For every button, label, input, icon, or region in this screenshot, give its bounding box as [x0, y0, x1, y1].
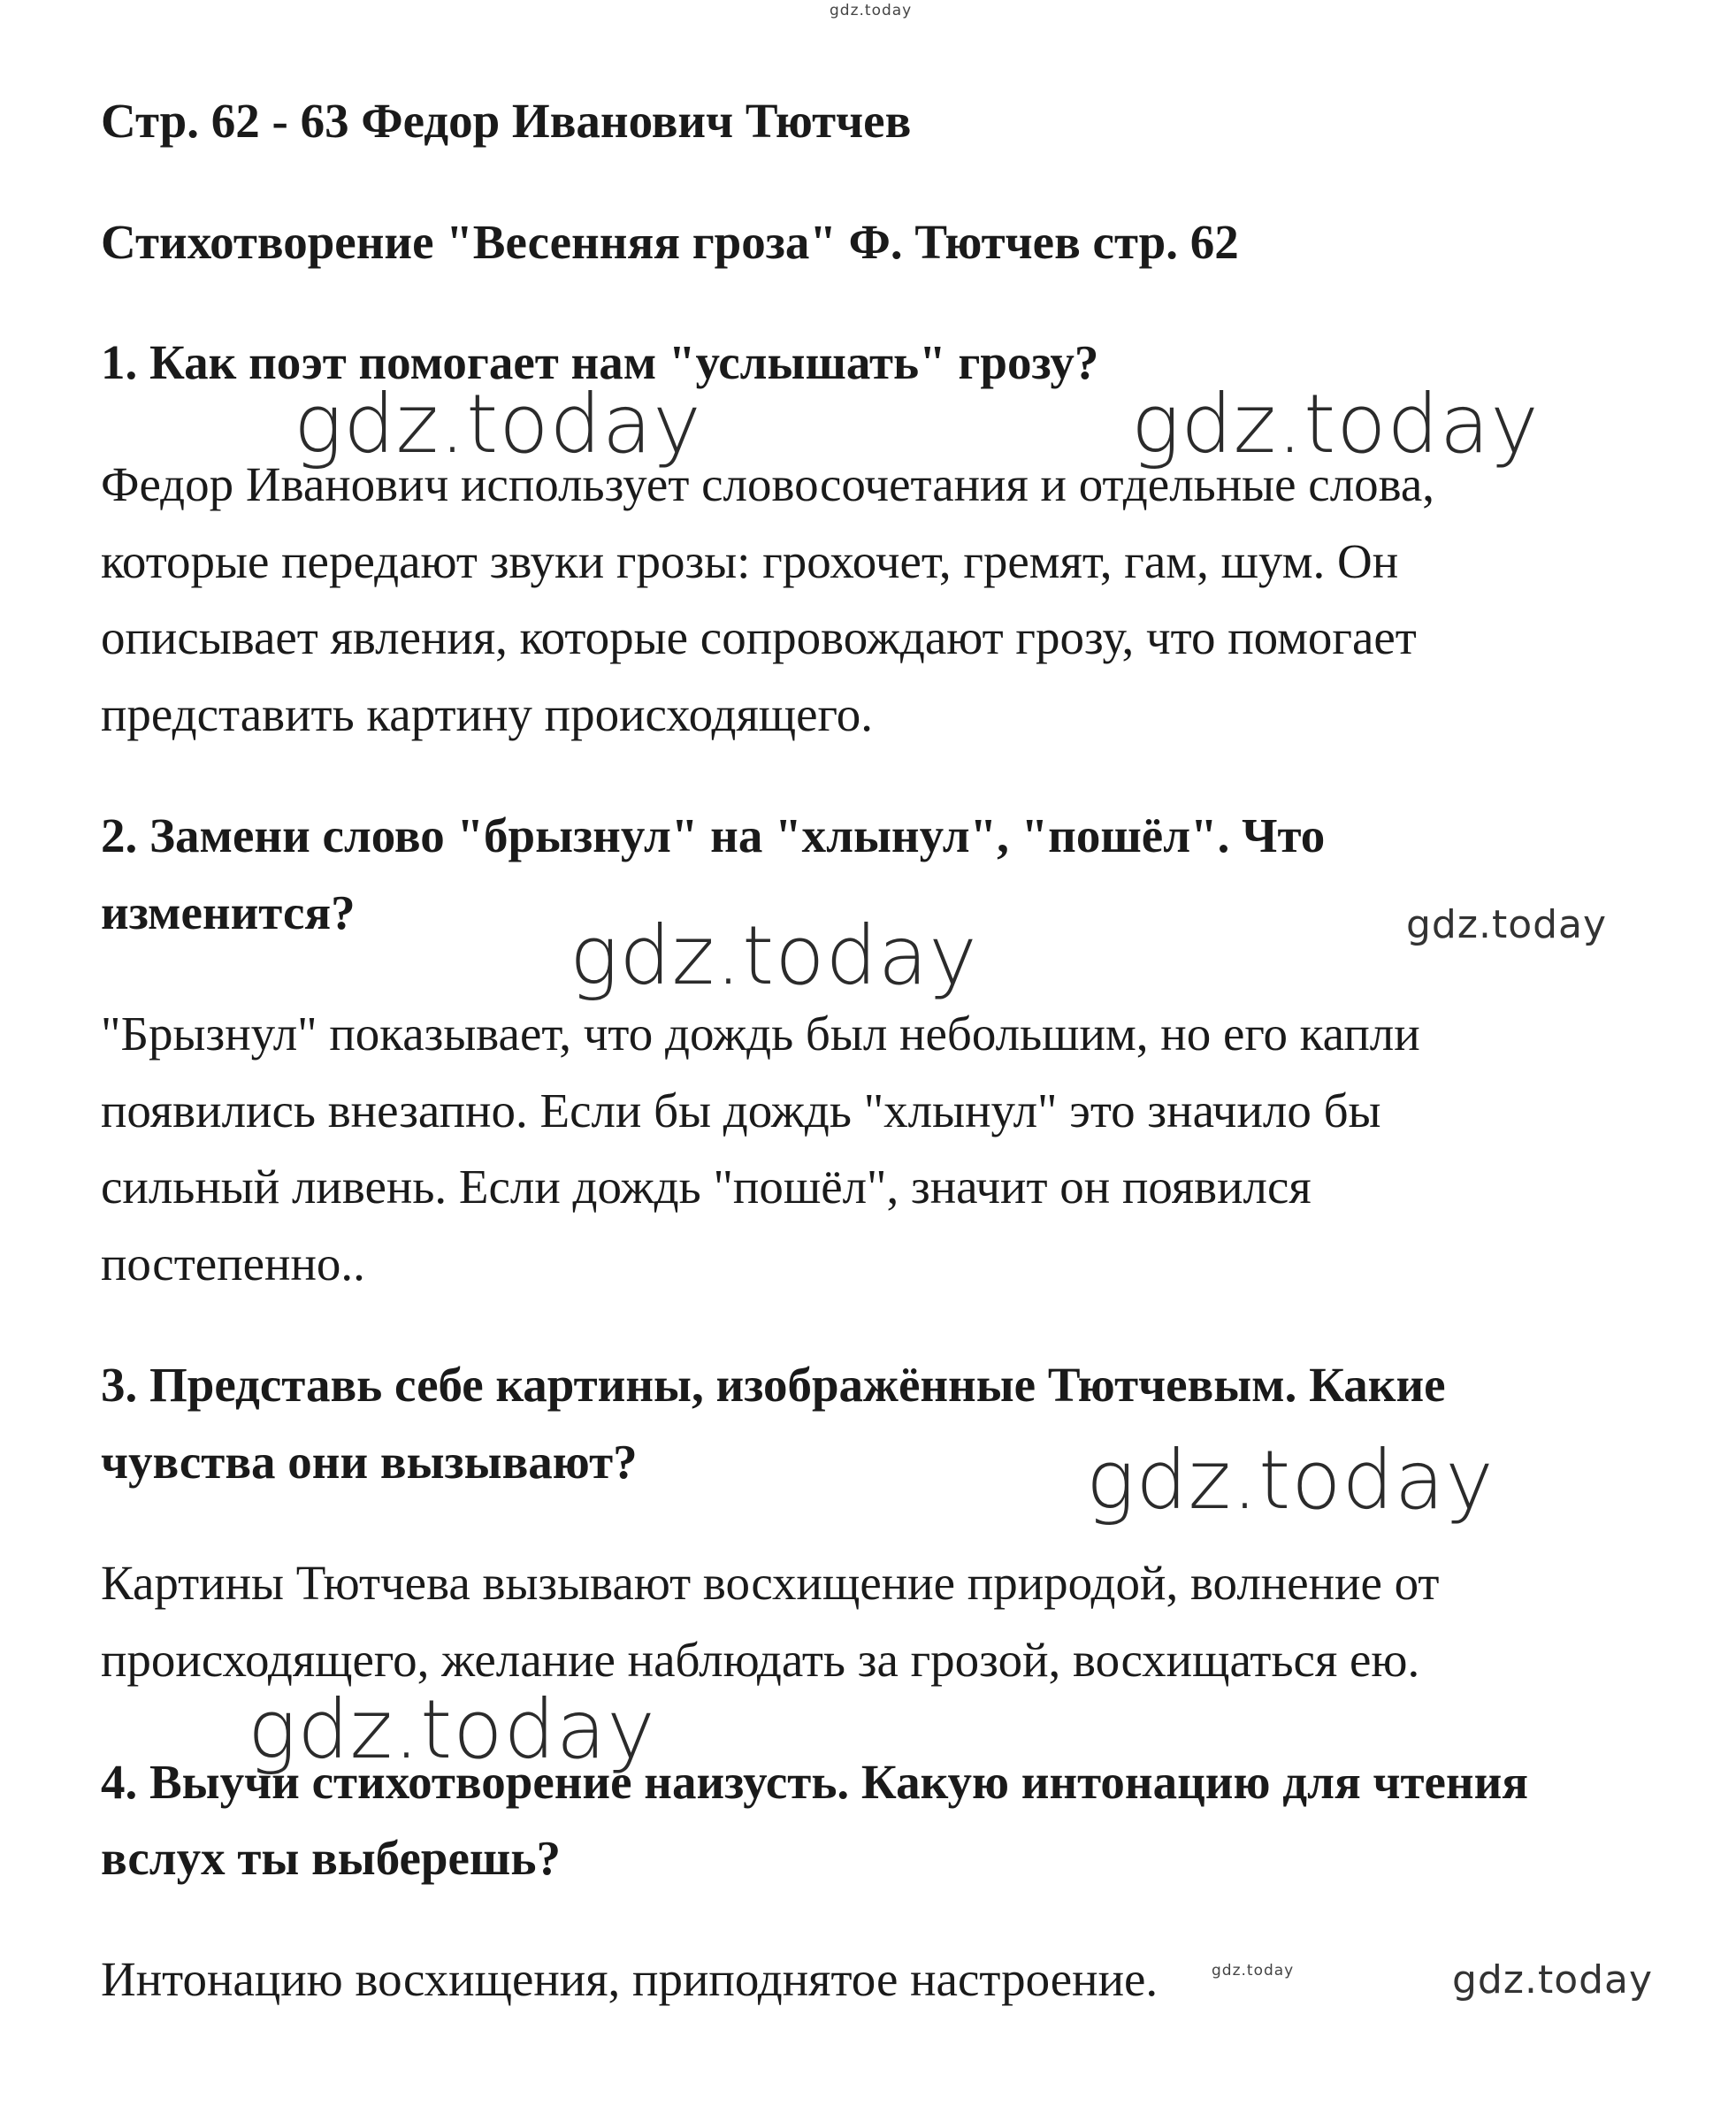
watermark-1: gdz.today [294, 377, 702, 471]
answer-3-line-1: Картины Тютчева вызывают восхищение природой, волнение от [101, 1556, 1440, 1610]
watermark-7: gdz.today [1212, 1962, 1295, 1980]
question-3-line-1: 3. Представь себе картины, изображённые Тютчевым. Какие [101, 1358, 1446, 1412]
watermark-2: gdz.today [1131, 377, 1540, 471]
page-title: Стр. 62 - 63 Федор Иванович Тютчев [101, 94, 912, 148]
watermark-4: gdz.today [570, 908, 978, 1003]
watermark-top: gdz.today [830, 2, 913, 19]
watermark-3: gdz.today [1406, 902, 1608, 947]
question-4-line-1: 4. Выучи стихотворение наизусть. Какую интонацию для чтения [101, 1755, 1529, 1809]
watermark-5: gdz.today [1086, 1433, 1495, 1528]
poem-subtitle: Стихотворение "Весенняя гроза" Ф. Тютчев стр. 62 [101, 215, 1239, 269]
question-4-line-2: вслух ты выберешь? [101, 1831, 561, 1885]
answer-2-line-1: "Брызнул" показывает, что дождь был небольшим, но его капли [101, 1007, 1420, 1061]
answer-1-line-3: описывает явления, которые сопровождают грозу, что помогает [101, 610, 1417, 664]
question-2-line-2: изменится? [101, 885, 356, 939]
answer-1-line-4: представить картину происходящего. [101, 687, 873, 741]
answer-2-line-2: появились внезапно. Если бы дождь "хлынул" это значило бы [101, 1084, 1381, 1137]
answer-4-line-1: Интонацию восхищения, приподнятое настроение. [101, 1952, 1159, 2006]
answer-1-line-1: Федор Иванович использует словосочетания и отдельные слова, [101, 457, 1435, 511]
answer-2-line-4: постепенно.. [101, 1237, 365, 1290]
answer-2-line-3: сильный ливень. Если дождь "пошёл", значит он появился [101, 1160, 1312, 1214]
answer-1-line-2: которые передают звуки грозы: грохочет, гремят, гам, шум. Он [101, 534, 1399, 588]
question-2-line-1: 2. Замени слово "брызнул" на "хлынул", "пошёл". Что [101, 808, 1326, 862]
answer-3-line-2: происходящего, желание наблюдать за грозой, восхищаться ею. [101, 1633, 1420, 1687]
watermark-6: gdz.today [248, 1682, 656, 1777]
question-1: 1. Как поэт помогает нам "услышать" грозу? [101, 335, 1099, 389]
question-3-line-2: чувства они вызывают? [101, 1435, 638, 1489]
watermark-8: gdz.today [1452, 1957, 1654, 2003]
